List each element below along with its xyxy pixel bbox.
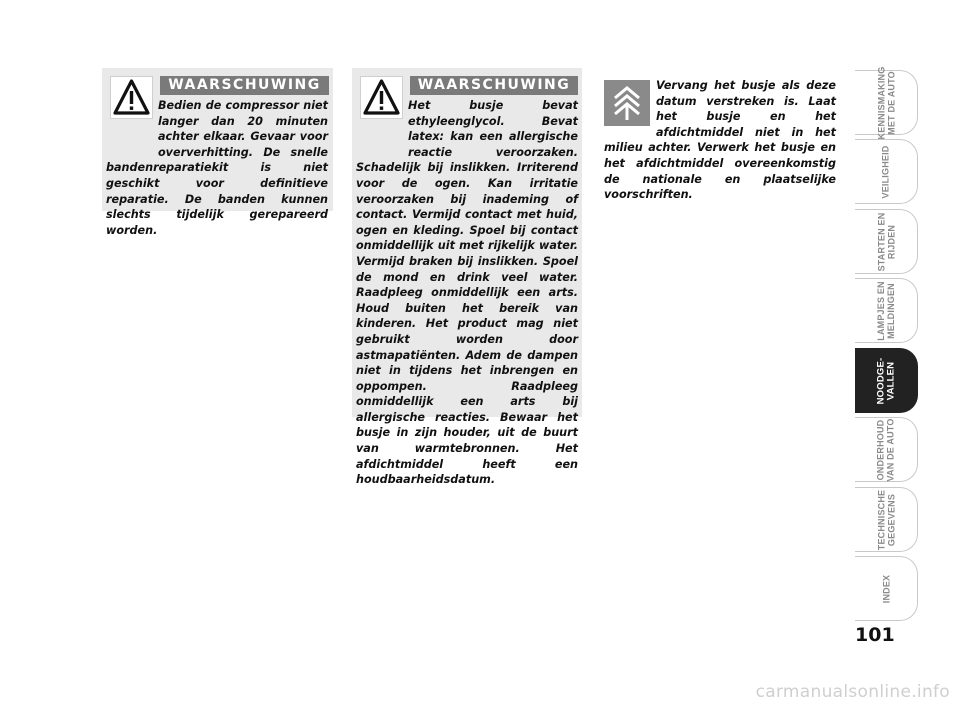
tab-lampjes-en-meldingen[interactable]: LAMPJES EN MELDINGEN bbox=[855, 278, 918, 343]
warning-box-compressor bbox=[102, 68, 333, 237]
page-number: 101 bbox=[855, 624, 895, 646]
warning-heading: WAARSCHUWING bbox=[410, 76, 578, 95]
warning-box-sealant bbox=[352, 68, 582, 487]
warning-heading: WAARSCHUWING bbox=[160, 76, 329, 95]
environment-text: Vervang het busje als deze datum verstreken is. Laat het busje en het afdichtmiddel niet in het milieu achter. Verwerk het busje en het afdichtmiddel overeenkomstig de nationale en plaatselijke voorschriften. bbox=[604, 79, 836, 202]
tab-technische-gegevens[interactable]: TECHNISCHE GEGEVENS bbox=[855, 487, 918, 552]
environment-note bbox=[604, 78, 836, 202]
tab-noodgevallen[interactable]: NOODGE- VALLEN bbox=[855, 348, 918, 413]
tab-index[interactable]: INDEX bbox=[855, 556, 918, 621]
tab-onderhoud[interactable]: ONDERHOUD VAN DE AUTO bbox=[855, 417, 918, 482]
watermark: carmanualsonline.info bbox=[755, 682, 950, 702]
warning-text: Bedien de compressor niet langer dan 20 minuten achter elkaar. Gevaar voor oververhitting. De snelle bandenreparatiekit is niet geschikt voor definitieve reparatie. De banden kunnen slechts tijdelijk gerepareerd worden. bbox=[106, 99, 328, 237]
tab-veiligheid[interactable]: VEILIGHEID bbox=[855, 139, 918, 204]
tab-kennismaking[interactable]: KENNISMAKING MET DE AUTO bbox=[855, 70, 918, 135]
tab-starten-en-rijden[interactable]: STARTEN EN RIJDEN bbox=[855, 209, 918, 274]
warning-text: Het busje bevat ethyleenglycol. Bevat latex: kan een allergische reactie veroorzaken. Schadelijk bij inslikken. Irriterend voor de ogen. Kan irritatie veroorzaken bij inademing of contact. Vermijd contact met huid, ogen en kleding. Spoel bij contact onmiddellijk uit met rijkelijk water. Vermijd braken bij inslikken. Spoel de mond en drink veel water. Raadpleeg onmiddellijk een arts. Houd buiten het bereik van kinderen. Het product mag niet gebruikt worden door astmapatiënten. Adem de dampen niet in tijdens het inbrengen en oppompen. Raadpleeg onmiddellijk een arts bij allergische reacties. Bewaar het busje in zijn houder, uit de buurt van warmtebronnen. Het afdichtmiddel heeft een houdbaarheidsdatum. bbox=[356, 99, 578, 487]
